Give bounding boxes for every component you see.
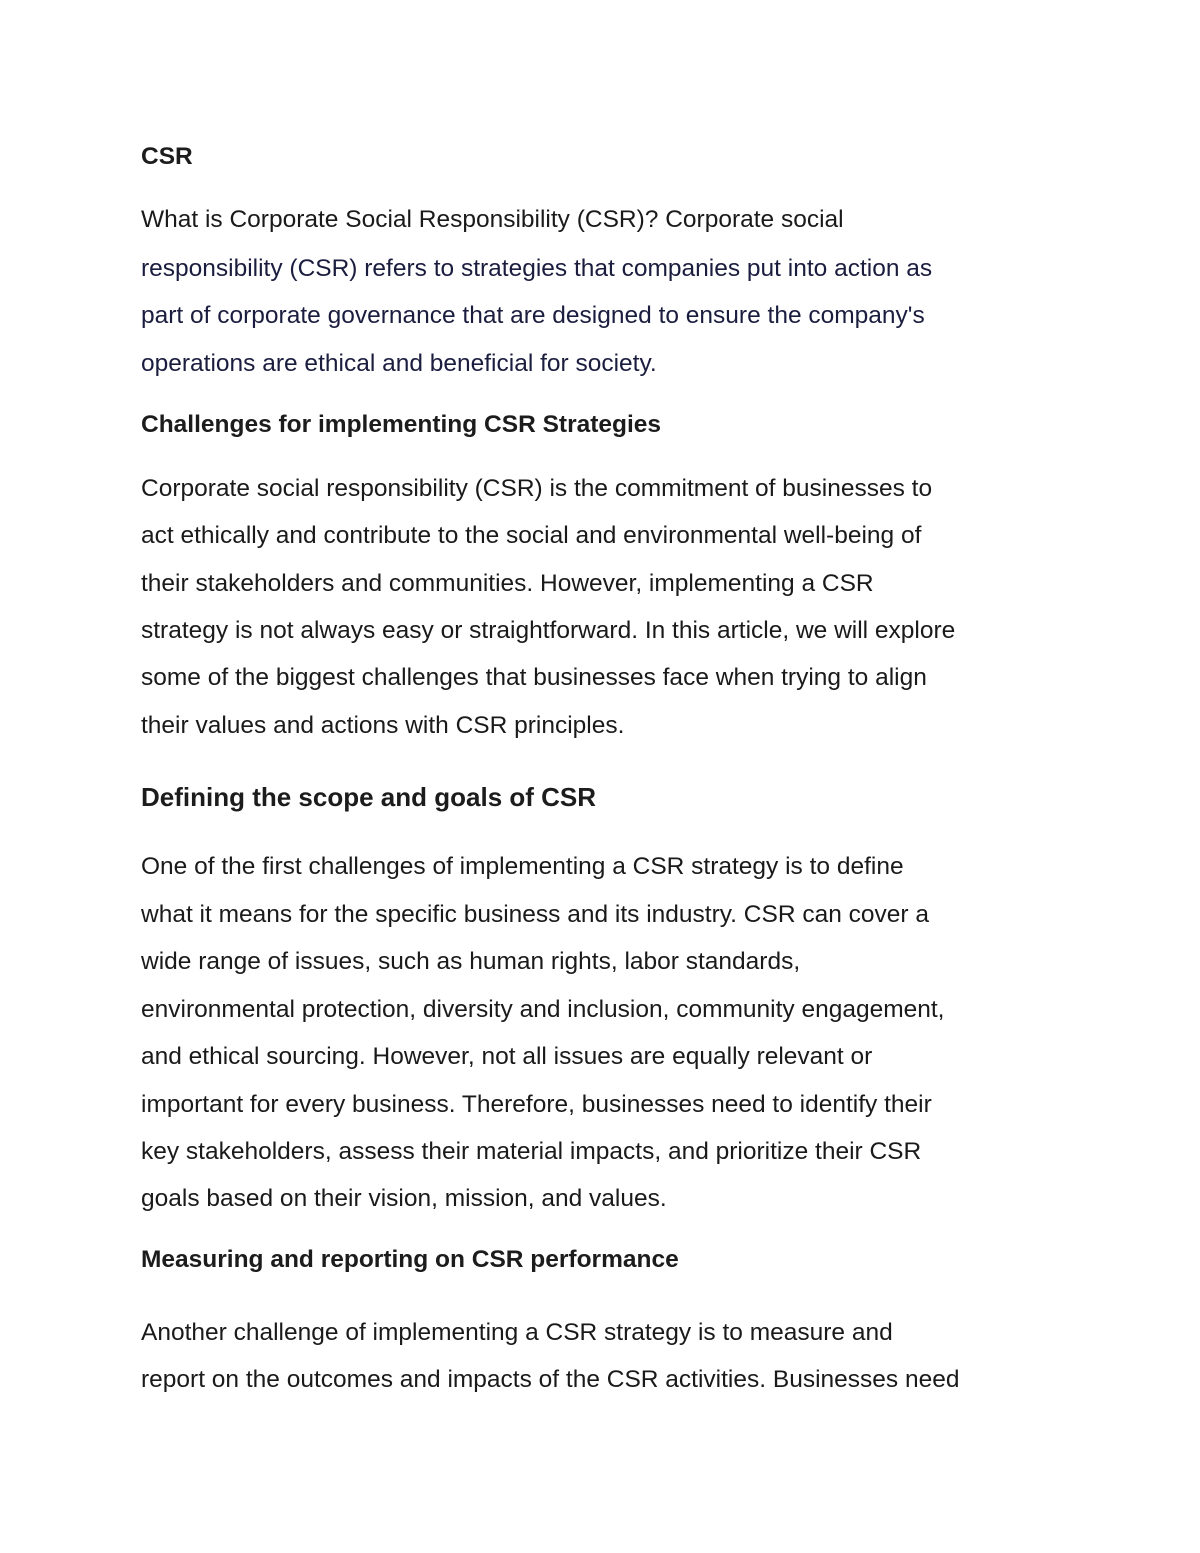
intro-line-2: responsibility (CSR) refers to strategies that companies put into action as: [141, 255, 933, 282]
section2-line-1: One of the first challenges of implementing a CSR strategy is to define: [141, 853, 904, 880]
section2-line-3: wide range of issues, such as human rights, labor standards,: [141, 948, 801, 975]
doc-title: CSR: [141, 143, 193, 170]
section2-line-8: goals based on their vision, mission, and values.: [141, 1185, 667, 1212]
section1-line-4: strategy is not always easy or straightforward. In this article, we will explore: [141, 617, 956, 644]
section1-line-5: some of the biggest challenges that businesses face when trying to align: [141, 664, 927, 691]
section2-heading: Defining the scope and goals of CSR: [141, 782, 597, 812]
section2-line-6: important for every business. Therefore, businesses need to identify their: [141, 1091, 932, 1118]
section2-line-7: key stakeholders, assess their material impacts, and prioritize their CSR: [141, 1138, 922, 1165]
intro-line-3: part of corporate governance that are designed to ensure the company's: [141, 302, 925, 329]
section3-line-2: report on the outcomes and impacts of the CSR activities. Businesses need: [141, 1366, 960, 1393]
intro-line-1: What is Corporate Social Responsibility (CSR)? Corporate social: [141, 206, 844, 233]
section1-heading: Challenges for implementing CSR Strategies: [141, 411, 662, 438]
section1-line-2: act ethically and contribute to the social and environmental well-being of: [141, 522, 922, 549]
intro-line-4: operations are ethical and beneficial for society.: [141, 350, 657, 377]
section2-line-2: what it means for the specific business and its industry. CSR can cover a: [141, 901, 929, 928]
section3-line-1: Another challenge of implementing a CSR strategy is to measure and: [141, 1319, 893, 1346]
section1-line-1: Corporate social responsibility (CSR) is the commitment of businesses to: [141, 475, 933, 502]
section2-line-4: environmental protection, diversity and inclusion, community engagement,: [141, 996, 945, 1023]
section1-line-6: their values and actions with CSR principles.: [141, 712, 625, 739]
section2-line-5: and ethical sourcing. However, not all issues are equally relevant or: [141, 1043, 873, 1070]
section3-heading: Measuring and reporting on CSR performance: [141, 1246, 679, 1273]
section1-line-3: their stakeholders and communities. However, implementing a CSR: [141, 570, 874, 597]
